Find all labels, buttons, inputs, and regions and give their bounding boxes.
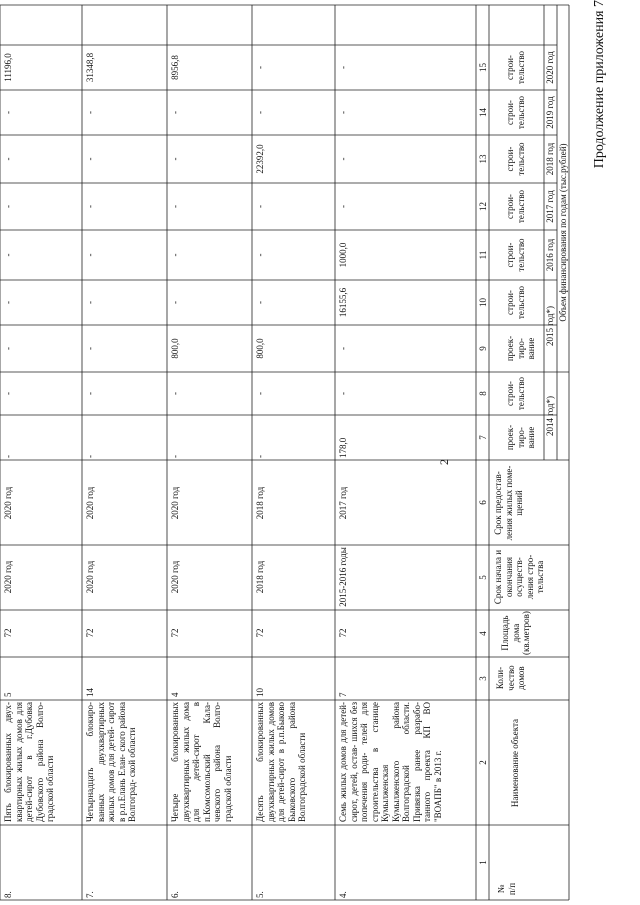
header-area: Площадь дома (кв.метров) [500,611,531,655]
cell-v7: - [170,455,180,458]
cell-period: 2015-2016 годы [338,547,348,607]
cell-count: 7 [338,692,348,697]
header-build-2015: строи- тельство [505,285,526,320]
cell-v14: - [170,111,180,114]
cell-area: 72 [170,628,180,638]
cell-v12: - [3,205,13,208]
cell-v9: 800,0 [170,338,180,359]
cell-period: 2020 год [170,560,180,594]
colnum-12: 12 [478,202,488,211]
cell-period: 2018 год [255,560,265,594]
cell-name: Семь жилых домов для детей-сирот, детей, остав- шихся без попечения роди- телей для строительства в станице Кумылженская Кумылженского района Волгоградской области. Привязка ранее разрабо- танного проекта КП ВО "ВОАПБ" в 2013 г. [338,702,443,822]
header-build-2019: строи- тельство [505,95,526,130]
cell-v7: - [85,455,95,458]
cell-v13: - [3,157,13,161]
colnum-15: 15 [478,63,488,72]
colnum-7: 7 [478,435,488,440]
header-build-2016: строи- тельство [505,238,526,272]
header-build-2017: строи- тельство [505,189,526,224]
cell-v10: - [255,301,265,304]
header-name: Наименование объекта [510,718,520,808]
cell-v14: - [338,111,348,114]
header-proj-2015: проек- тиро- вание [505,335,536,362]
cell-v9: - [3,347,13,350]
appendix-caption: Продолжение приложения 7 [592,0,607,169]
header-finance: Объем финансирования по годам (тыс.рублей) [558,143,568,322]
cell-v14: - [85,111,95,114]
colnum-9: 9 [478,346,488,351]
header-2019: 2019 год [545,96,555,129]
cell-count: 10 [255,688,265,697]
cell-provide: 2020 год [170,486,180,520]
cell-v15: 31348,8 [85,52,95,83]
header-build-2018: строи- тельство [505,142,526,176]
cell-v11: - [3,253,13,257]
colnum-13: 13 [478,154,488,164]
header-2014: 2014 год*) [545,395,555,437]
cell-v13: - [338,157,348,161]
cell-v12: - [255,205,265,208]
cell-v7: - [255,455,265,458]
cell-v11: - [255,253,265,257]
cell-area: 72 [255,628,265,638]
colnum-10: 10 [478,298,488,307]
cell-v9: - [338,347,348,350]
cell-v9: 800,0 [255,338,265,359]
cell-num: 6. [170,891,180,898]
page-number: 2 [437,459,451,465]
cell-name: Четыре блокированных двухквартирных жилых дома для детей-сирот в п.Комсомольский Кала- чевского района Волго- градской области [170,702,233,822]
cell-num: 7. [85,891,95,898]
cell-v15: - [338,66,348,69]
cell-v10: - [3,301,13,304]
cell-v14: - [3,111,13,114]
cell-count: 14 [85,688,95,697]
cell-count: 5 [3,692,13,697]
cell-num: 5. [255,891,265,898]
cell-v10: - [85,301,95,304]
header-2017: 2017 год [545,190,555,223]
cell-v15: - [255,66,265,69]
cell-name: Десять блокированных двухквартирных жилых домов для детей-сирот в р.п.Быково Быковского района Волгоградской области [255,702,307,822]
cell-area: 72 [3,628,13,638]
header-2015: 2015 год*) [545,305,555,347]
header-count: Коли- чество домов [495,665,526,691]
cell-v15: 8956,8 [170,55,180,80]
cell-area: 72 [338,628,348,638]
cell-v15: 11196,0 [3,53,13,82]
cell-v12: - [338,205,348,208]
header-2018: 2018 год [545,142,555,176]
colnum-1: 1 [478,860,488,865]
cell-provide: 2020 год [85,486,95,520]
cell-v11: 1000,0 [338,242,348,268]
cell-v14: - [255,111,265,114]
cell-v13: - [170,157,180,161]
colnum-5: 5 [478,575,488,580]
cell-provide: 2020 год [3,486,13,520]
header-proj-2014: проек- тиро- вание [505,424,536,451]
colnum-3: 3 [478,676,488,681]
cell-v11: - [85,253,95,257]
colnum-14: 14 [478,108,488,117]
cell-v7: 178,0 [338,437,348,458]
cell-num: 8. [3,891,13,898]
cell-provide: 2017 год [338,486,348,520]
colnum-8: 8 [478,391,488,396]
cell-v10: 16155,6 [338,287,348,318]
header-provide: Срок предостав- ления жилых поме- щений [493,465,524,541]
cell-v13: 22392,0 [255,144,265,174]
header-2020: 2020 год [545,51,555,84]
cell-v8: - [255,392,265,395]
header-build-2014: строи- тельство [505,376,526,411]
cell-area: 72 [85,628,95,638]
cell-v11: - [170,253,180,257]
colnum-6: 6 [478,500,488,505]
header-2016: 2016 год [545,238,555,272]
cell-v12: - [85,205,95,208]
cell-num: 4. [338,891,348,898]
cell-v8: - [170,392,180,395]
cell-v13: - [85,157,95,161]
header-num: № п/п [496,882,517,896]
cell-count: 4 [170,692,180,697]
cell-period: 2020 год [3,560,13,594]
header-build-period: Срок начала и окончания осуществ- ления стро- тельства [493,549,545,605]
colnum-11: 11 [478,250,488,260]
colnum-2: 2 [478,760,488,765]
header-build-2020: строи- тельство [505,50,526,85]
cell-v8: - [3,392,13,395]
cell-v8: - [338,392,348,395]
cell-v7: - [3,455,13,458]
cell-period: 2020 год [85,560,95,594]
cell-v8: - [85,392,95,395]
cell-v9: - [85,347,95,350]
colnum-4: 4 [478,631,488,636]
cell-v12: - [170,205,180,208]
cell-v10: - [170,301,180,304]
cell-provide: 2018 год [255,486,265,520]
cell-name: Четырнадцать блокиро- ванных двухквартирных жилых домов для детей- сирот в р.п.Елань Елан- ского района Волгоград- ской области [85,702,137,822]
cell-name: Пять блокированных двух- квартирных жилых домов для детей-сирот в г.Дубовка Дубовского района Волго- градской области [3,702,55,822]
